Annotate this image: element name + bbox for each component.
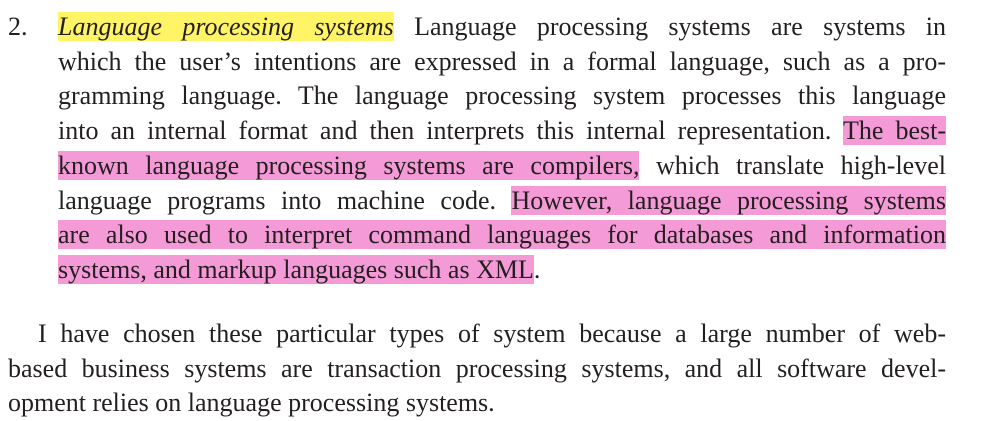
text-line (58, 149, 946, 184)
text-line (58, 218, 946, 253)
text-span: which the user’s intentions are expressed in a formal language, such as a pro- (58, 46, 946, 76)
text-line (58, 79, 946, 114)
text-span: gramming language. The language processing system processes this language (58, 81, 946, 111)
text-line (58, 184, 946, 219)
text-span: . (533, 254, 541, 284)
pink-highlight: However, language processing systems (511, 185, 946, 215)
text-line (58, 114, 946, 149)
pink-highlight: are also used to interpret command languages for databases and information (58, 220, 946, 250)
text-span: which translate high-level (639, 150, 946, 180)
paragraph-line: based business systems are transaction processing systems, and all software devel- (8, 353, 946, 383)
numbered-list-item (8, 10, 946, 288)
paragraph-line: I have chosen these particular types of system because a large number of web- (38, 319, 946, 348)
list-number: 2. (8, 12, 28, 41)
list-item-body (58, 10, 946, 288)
text-span: into an internal format and then interprets this internal representation. (58, 116, 843, 146)
text-line (58, 253, 946, 288)
body-paragraph (8, 317, 946, 421)
paragraph-line: opment relies on language processing systems. (8, 388, 495, 418)
pink-highlight: The best- (842, 116, 946, 146)
pink-highlight: known language processing systems are compilers, (58, 150, 640, 180)
text-line (58, 10, 946, 45)
text-span: language programs into machine code. (58, 185, 512, 215)
pink-highlight: systems, and markup languages such as XML (58, 254, 534, 284)
text-span: Language processing systems are systems in (393, 12, 946, 41)
highlighted-term: Language processing systems (58, 12, 394, 41)
text-line (58, 45, 946, 80)
